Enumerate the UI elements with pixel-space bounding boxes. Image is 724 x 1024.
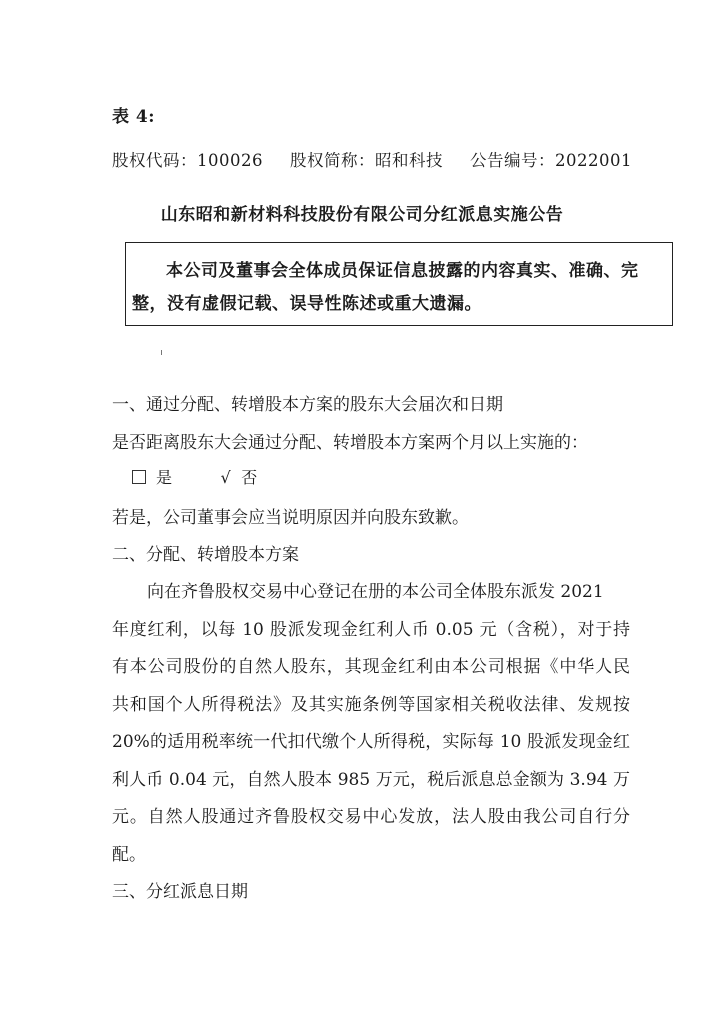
statement-line-2: 整，没有虚假记载、误导性陈述或重大遗漏。 — [132, 294, 482, 314]
check-mark-icon: √ — [220, 468, 232, 487]
section-2-heading: 二、分配、转增股本方案 — [112, 545, 299, 565]
announcement-number: 公告编号：2022001 — [470, 151, 632, 170]
section-1-question: 是否距离股东大会通过分配、转增股本方案两个月以上实施的： — [112, 433, 588, 453]
section-2-line: 年度红利，以每 10 股派发现金红利人币 0.05 元（含税），对于持 — [112, 620, 630, 640]
stock-meta-row — [112, 147, 632, 171]
section-2-line: 元。自然人股通过齐鲁股权交易中心发放，法人股由我公司自行分 — [112, 807, 630, 827]
section-3-heading: 三、分红派息日期 — [112, 882, 248, 902]
section-2-line: 20%的适用税率统一代扣代缴个人所得税，实际每 10 股派发现金红 — [112, 732, 630, 752]
table-label: 表 4: — [112, 107, 156, 127]
stock-code: 股权代码：100026 — [112, 151, 263, 170]
section-2-line: 共和国个人所得税法》及其实施条例等国家相关税收法律、发规按 — [112, 695, 630, 715]
yes-no-options — [132, 465, 258, 488]
statement-box — [125, 242, 673, 326]
section-2-line: 配。 — [112, 845, 146, 865]
scan-mark — [161, 350, 162, 355]
section-1-heading: 一、通过分配、转增股本方案的股东大会届次和日期 — [112, 395, 503, 415]
option-yes-label: 是 — [156, 468, 173, 487]
section-2-line: 有本公司股份的自然人股东，其现金红利由本公司根据《中华人民 — [112, 657, 630, 677]
section-2-line: 利人币 0.04 元，自然人股本 985 万元，税后派息总金额为 3.94 万 — [112, 770, 630, 790]
section-1-note: 若是，公司董事会应当说明原因并向股东致歉。 — [112, 508, 469, 528]
yes-checkbox-icon — [132, 470, 146, 484]
statement-line-1: 本公司及董事会全体成员保证信息披露的内容真实、准确、完 — [166, 261, 639, 281]
option-no-label: 否 — [241, 468, 258, 487]
stock-short-name: 股权简称：昭和科技 — [290, 151, 443, 170]
document-title: 山东昭和新材料科技股份有限公司分红派息实施公告 — [160, 205, 564, 225]
section-2-line: 向在齐鲁股权交易中心登记在册的本公司全体股东派发 2021 — [147, 582, 604, 602]
